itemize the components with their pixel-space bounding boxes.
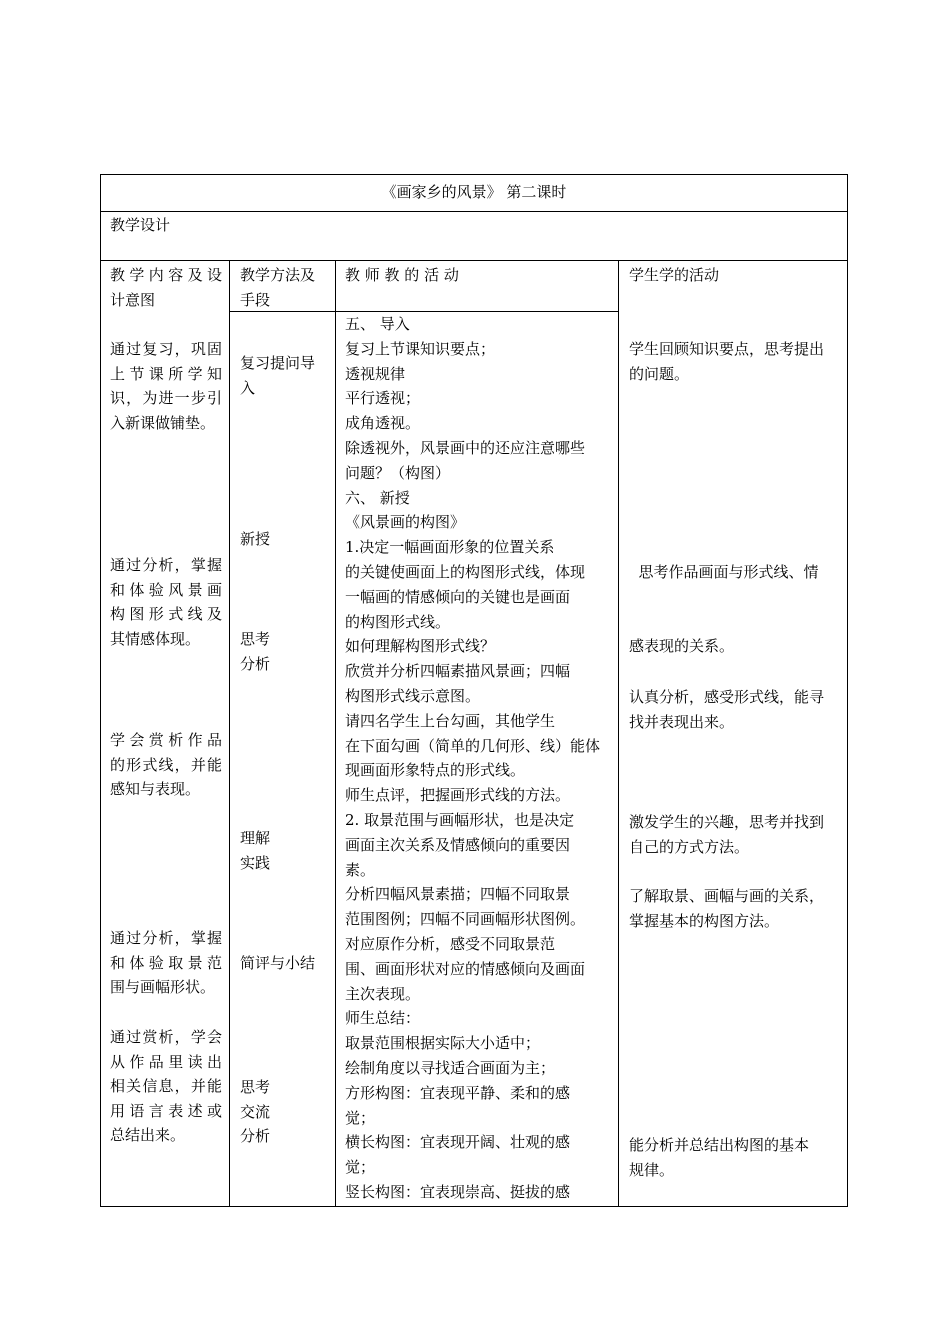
teacher-activity-line: 2. 取景范围与画幅形状，也是决定 bbox=[345, 810, 575, 829]
teacher-activity-line: 平行透视； bbox=[345, 389, 421, 408]
teacher-activity-line: 的关键使画面上的构图形式线，体现 bbox=[345, 562, 586, 581]
method-line: 简评与小结 bbox=[240, 954, 316, 972]
method-line: 新授 bbox=[240, 530, 271, 548]
header-line: 教学内容及设 bbox=[110, 266, 222, 284]
intent-block bbox=[110, 728, 222, 802]
intent-block bbox=[110, 553, 222, 651]
student-line: 找并表现出来。 bbox=[629, 712, 735, 731]
column-divider bbox=[618, 260, 619, 1207]
student-line: 认真分析，感受形式线，能寻 bbox=[629, 688, 825, 706]
method-line: 复习提问导 bbox=[240, 354, 316, 372]
intent-line: 识，为进一步引 bbox=[110, 389, 222, 407]
header-content-intent bbox=[110, 263, 222, 288]
student-line: 思考作品画面与形式线、情 bbox=[629, 563, 819, 581]
student-activity-item bbox=[629, 685, 843, 734]
section-label: 教学设计 bbox=[110, 216, 171, 234]
method-item bbox=[240, 951, 315, 976]
teacher-activity-line: 1.决定一幅画面形象的位置关系 bbox=[345, 538, 555, 557]
header-line: 计意图 bbox=[110, 291, 156, 309]
student-activity-item bbox=[629, 511, 843, 707]
header-content-intent-2 bbox=[110, 288, 155, 313]
student-line: 学生回顾知识要点，思考提出 bbox=[629, 340, 825, 358]
header-method bbox=[240, 263, 315, 313]
teacher-activity-line: 一幅画的情感倾向的关键也是画面 bbox=[345, 587, 571, 606]
intent-line: 围与画幅形状。 bbox=[110, 978, 216, 996]
student-line: 的问题。 bbox=[629, 364, 690, 383]
row-divider bbox=[101, 211, 847, 212]
intent-line: 通过分析，掌握 bbox=[110, 929, 222, 947]
teacher-activity-line: 师生总结： bbox=[345, 1009, 421, 1028]
intent-line: 从作品里读出 bbox=[110, 1052, 222, 1071]
method-line: 分析 bbox=[240, 654, 271, 673]
intent-line: 相关信息，并能 bbox=[110, 1077, 222, 1095]
intent-line: 入新课做铺垫。 bbox=[110, 413, 216, 432]
lesson-title: 《画家乡的风景》 第二课时 bbox=[381, 183, 567, 201]
student-line: 激发学生的兴趣，思考并找到 bbox=[629, 813, 825, 831]
method-item bbox=[240, 527, 270, 552]
student-activity-item bbox=[629, 884, 843, 933]
student-activity-item bbox=[629, 810, 843, 859]
teacher-activity-line: 范围图例；四幅不同画幅形状图例。 bbox=[345, 910, 586, 929]
intent-line: 通过赏析，学会 bbox=[110, 1028, 222, 1046]
header-line: 手段 bbox=[240, 291, 271, 309]
column-divider bbox=[335, 260, 336, 1207]
teacher-activity-line: 成角透视。 bbox=[345, 414, 421, 433]
teacher-activity-line: 方形构图：宜表现平静、柔和的感 bbox=[345, 1083, 571, 1102]
teacher-activity-line: 竖长构图：宜表现崇高、挺拔的感 bbox=[345, 1182, 571, 1201]
header-line: 教学方法及 bbox=[240, 266, 316, 284]
teacher-activity-line: 觉； bbox=[345, 1158, 376, 1177]
method-line: 思考 bbox=[240, 1078, 271, 1096]
teacher-activity-line: 五、 导入 bbox=[345, 315, 410, 333]
intent-line: 上节课所学知 bbox=[110, 364, 222, 383]
intent-line: 和体验取景范 bbox=[110, 953, 222, 972]
intent-block bbox=[110, 1025, 222, 1148]
intent-line: 构图形式线及 bbox=[110, 605, 222, 623]
teacher-activity-line: 主次表现。 bbox=[345, 984, 421, 1003]
teacher-activity-line: 欣赏并分析四幅素描风景画；四幅 bbox=[345, 662, 571, 681]
teacher-activity-line: 六、 新授 bbox=[345, 488, 410, 507]
teacher-activity-line: 除透视外，风景画中的还应注意哪些 bbox=[345, 438, 586, 457]
method-line: 实践 bbox=[240, 853, 271, 872]
lesson-plan-table bbox=[100, 174, 848, 1207]
student-line: 自己的方式方法。 bbox=[629, 837, 750, 856]
teacher-activity-line: 绘制角度以寻找适合画面为主； bbox=[345, 1058, 556, 1077]
intent-line: 通过分析，掌握 bbox=[110, 556, 222, 574]
teacher-activity-line: 横长构图：宜表现开阔、壮观的感 bbox=[345, 1133, 571, 1152]
student-line: 感表现的关系。 bbox=[629, 636, 735, 655]
method-line: 理解 bbox=[240, 829, 271, 847]
method-line: 思考 bbox=[240, 630, 271, 648]
student-line: 掌握基本的构图方法。 bbox=[629, 911, 780, 930]
teacher-activity-line: 请四名学生上台勾画，其他学生 bbox=[345, 711, 556, 730]
teacher-activity-line: 在下面勾画（简单的几何形、线）能体 bbox=[345, 736, 601, 755]
teacher-activity-line: 围、画面形状对应的情感倾向及画面 bbox=[345, 959, 586, 978]
teacher-activity-line: 师生点评，把握画形式线的方法。 bbox=[345, 786, 571, 805]
intent-line: 用语言表述或 bbox=[110, 1101, 222, 1120]
teacher-activity-line: 的构图形式线。 bbox=[345, 612, 451, 631]
teacher-activity-line: 觉； bbox=[345, 1108, 376, 1127]
teacher-activity-line: 如何理解构图形式线？ bbox=[345, 637, 496, 656]
method-item bbox=[240, 1075, 270, 1149]
intent-line: 其情感体现。 bbox=[110, 629, 201, 648]
student-activity-item bbox=[629, 337, 843, 386]
teacher-activity-line: 分析四幅风景素描；四幅不同取景 bbox=[345, 885, 571, 904]
method-item bbox=[240, 627, 270, 676]
intent-block bbox=[110, 337, 222, 435]
column-divider bbox=[229, 260, 230, 1207]
method-item bbox=[240, 826, 270, 875]
teacher-activity-line: 取景范围根据实际大小适中； bbox=[345, 1034, 541, 1053]
method-line: 交流 bbox=[240, 1102, 271, 1121]
row-divider bbox=[101, 260, 847, 261]
intent-block bbox=[110, 926, 222, 1000]
method-line: 入 bbox=[240, 378, 256, 397]
teacher-activity-line: 透视规律 bbox=[345, 364, 406, 383]
intent-line: 和体验风景画 bbox=[110, 580, 222, 599]
intent-line: 的形式线，并能 bbox=[110, 755, 222, 774]
intent-line: 总结出来。 bbox=[110, 1126, 186, 1144]
teacher-activity-line: 素。 bbox=[345, 860, 376, 879]
teacher-activity-line: 《风景画的构图》 bbox=[345, 513, 466, 532]
teacher-activity-text bbox=[345, 312, 600, 1205]
teacher-activity-line: 现画面形象特点的形式线。 bbox=[345, 761, 526, 780]
teacher-activity-line: 画面主次关系及情感倾向的重要因 bbox=[345, 835, 571, 854]
method-item bbox=[240, 351, 315, 400]
intent-line: 学会赏析作品 bbox=[110, 731, 222, 749]
header-teacher-activity: 教 师 教 的 活 动 bbox=[345, 266, 459, 284]
student-line: 能分析并总结出构图的基本 bbox=[629, 1136, 810, 1154]
teacher-activity-line: 问题？（构图） bbox=[345, 463, 451, 482]
teacher-activity-line: 对应原作分析，感受不同取景范 bbox=[345, 934, 556, 953]
student-activity-item bbox=[629, 1133, 843, 1182]
intent-line: 感知与表现。 bbox=[110, 780, 201, 798]
header-student-activity: 学生学的活动 bbox=[629, 266, 720, 284]
method-line: 分析 bbox=[240, 1127, 271, 1145]
intent-line: 通过复习，巩固 bbox=[110, 340, 222, 358]
student-line: 规律。 bbox=[629, 1160, 675, 1179]
teacher-activity-line: 复习上节课知识要点； bbox=[345, 339, 496, 358]
teacher-activity-line: 构图形式线示意图。 bbox=[345, 686, 481, 705]
student-line: 了解取景、画幅与画的关系， bbox=[629, 887, 825, 905]
